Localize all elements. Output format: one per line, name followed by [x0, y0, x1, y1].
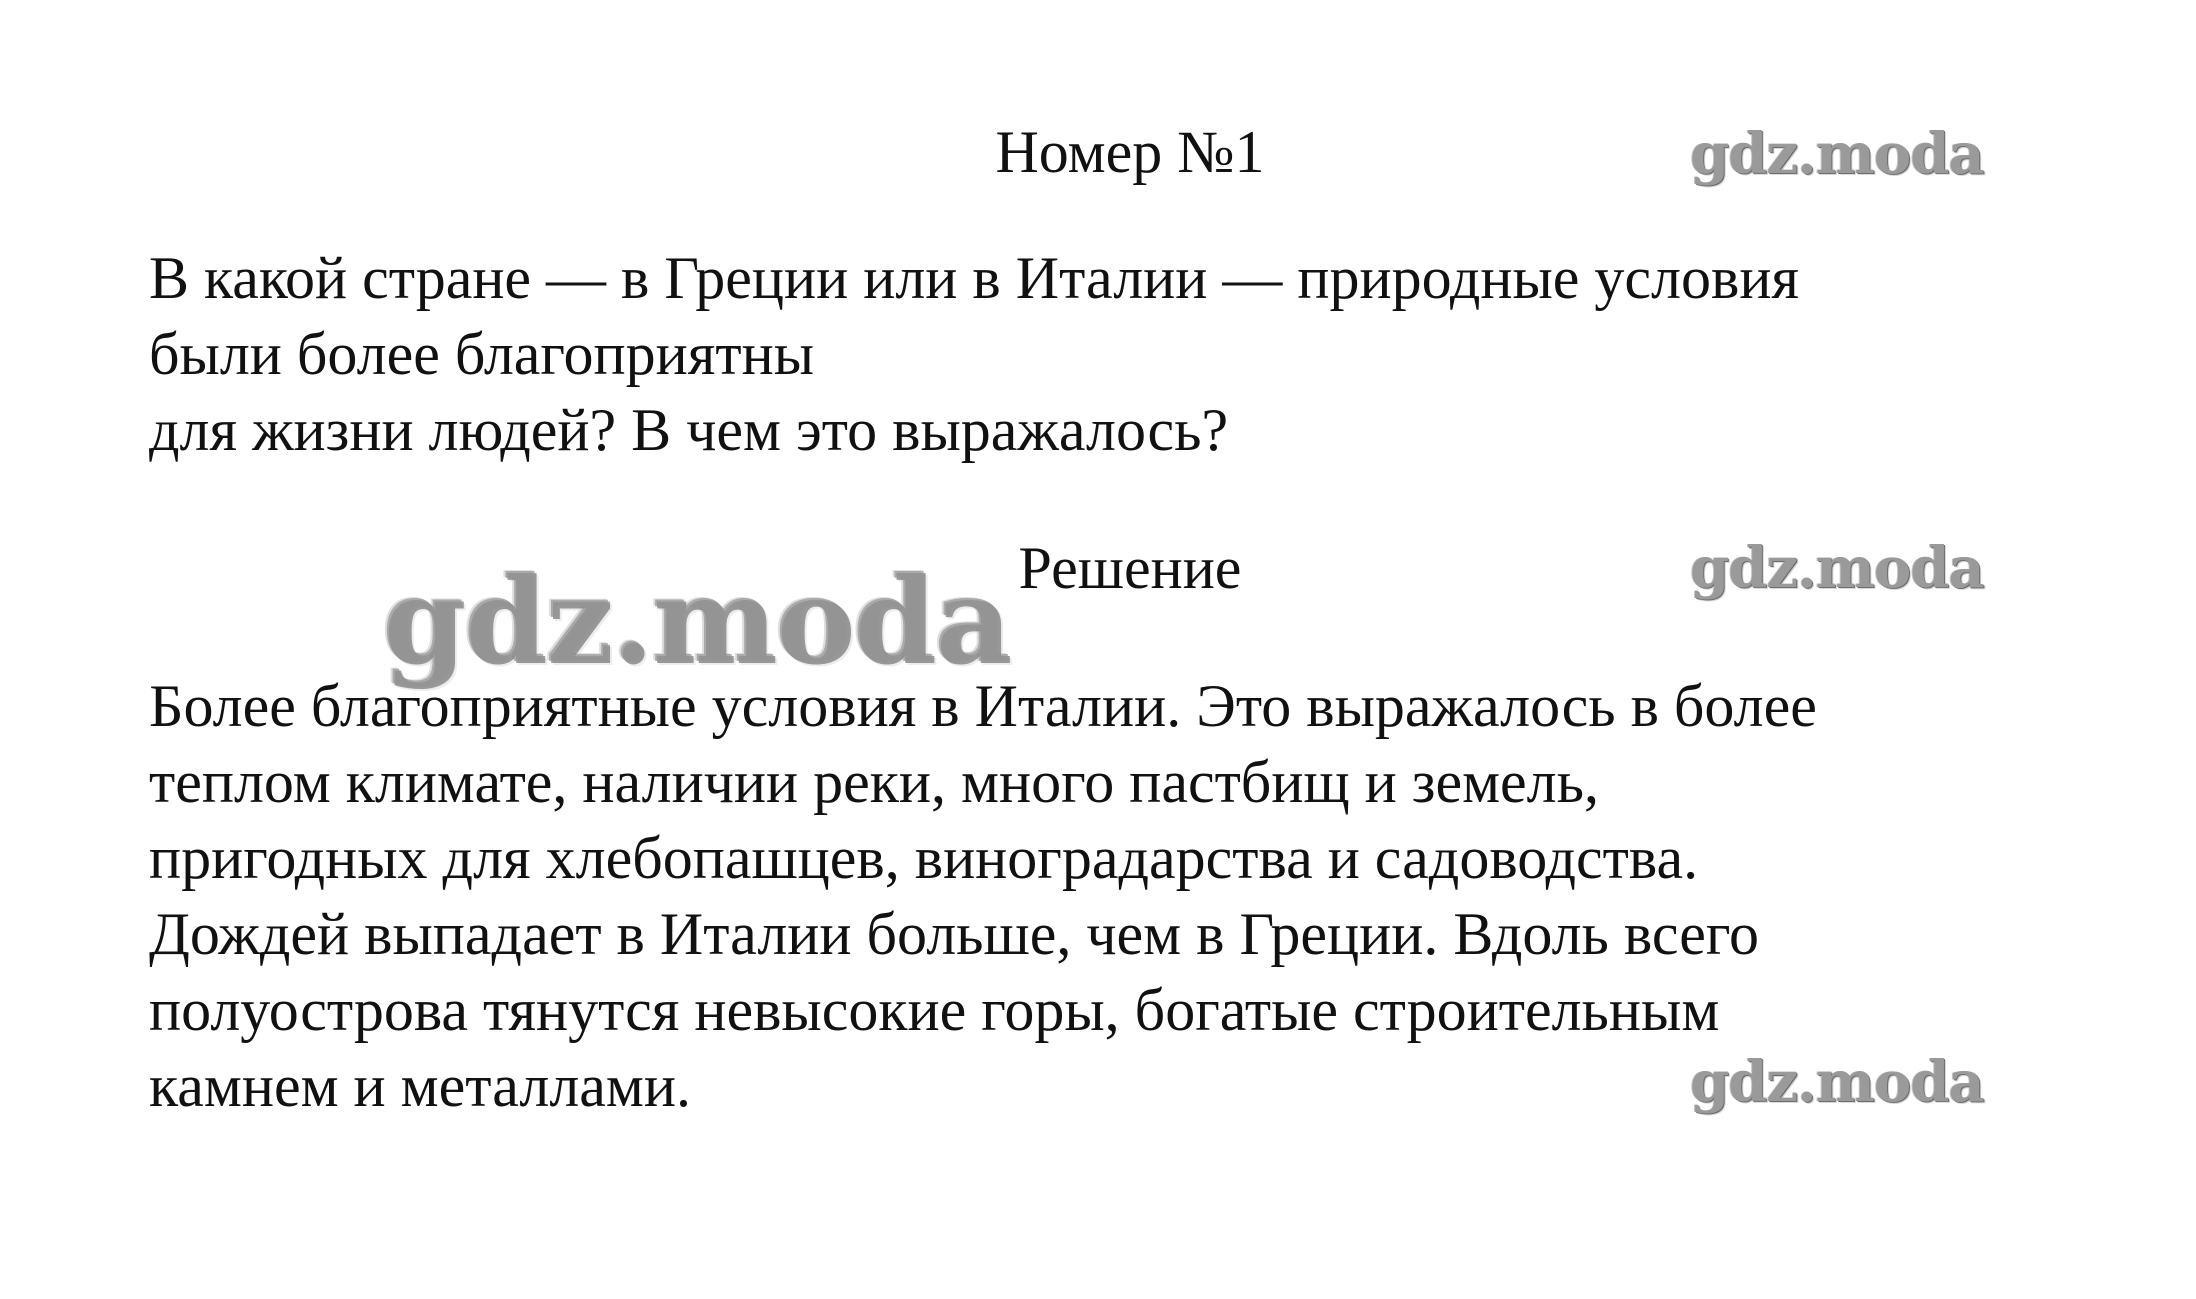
answer-line: Дождей выпадает в Италии больше, чем в Греции. Вдоль всего: [149, 901, 1759, 967]
watermark-logo-middle: gdz.moda: [1690, 535, 1984, 601]
page-title: Номер №1: [995, 119, 1265, 185]
answer-line: пригодных для хлебопашцев, виноградарства и садоводства.: [149, 825, 1699, 891]
watermark-logo-large: gdz.moda: [382, 550, 1010, 689]
answer-line: Более благоприятные условия в Италии. Это выражалось в более: [149, 673, 1817, 739]
question-text: [149, 240, 2129, 468]
question-line: В какой стране — в Греции или в Италии — природные условия: [149, 245, 1800, 311]
question-line: для жизни людей? В чем это выражалось?: [149, 397, 1229, 463]
answer-line: теплом климате, наличии реки, много пастбищ и земель,: [149, 749, 1599, 815]
watermark-logo-top: gdz.moda: [1690, 121, 1984, 187]
question-line: были более благоприятны: [149, 321, 815, 387]
answer-line: камнем и металлами.: [149, 1053, 691, 1119]
solution-heading: Решение: [1018, 535, 1242, 601]
answer-line: полуострова тянутся невысокие горы, богатые строительным: [149, 977, 1720, 1043]
watermark-logo-bottom: gdz.moda: [1690, 1049, 1984, 1115]
